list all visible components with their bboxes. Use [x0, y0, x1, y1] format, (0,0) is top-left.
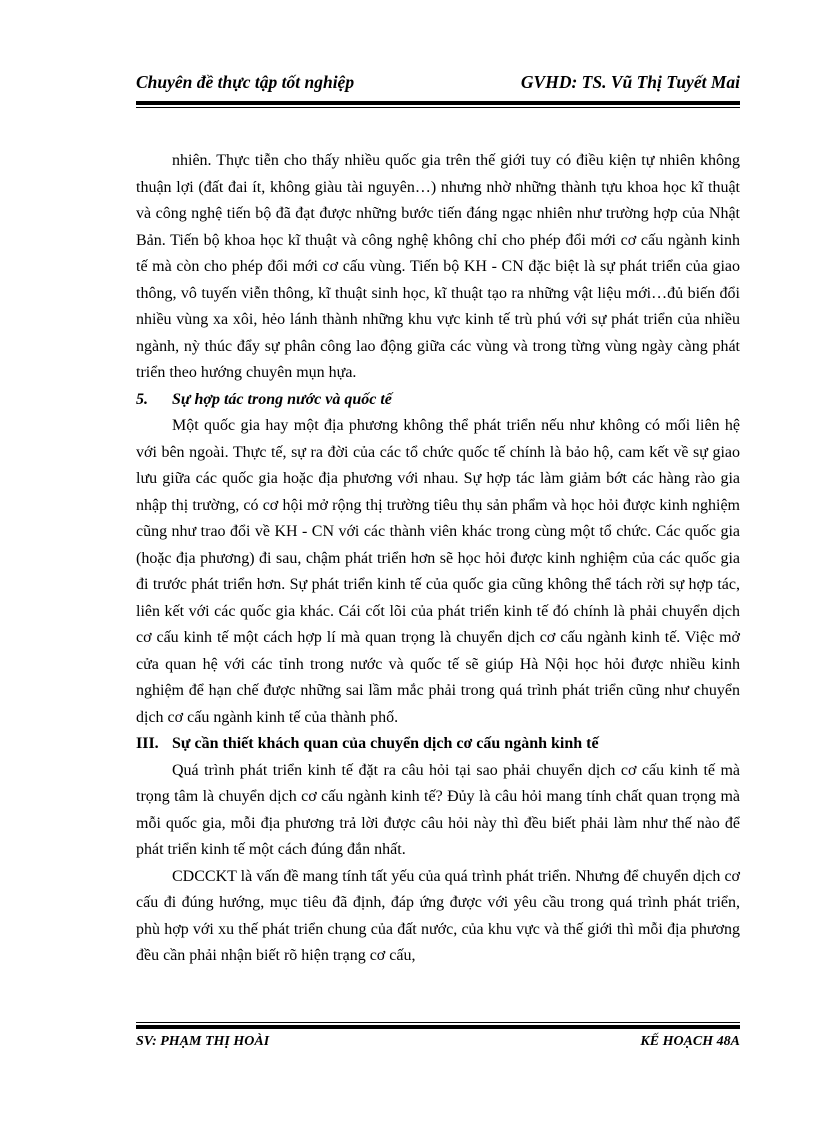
section-number: 5. [136, 390, 148, 408]
section-title: Sự hợp tác trong nước và quốc tế [172, 390, 392, 408]
paragraph-continuation: nhiên. Thực tiễn cho thấy nhiều quốc gia trên thế giới tuy có điều kiện tự nhiên không thuận lợi (đất đai ít, không giàu tài nguyên…) nhưng nhờ những thành tựu khoa học kĩ thuật và công nghệ tiến bộ đã đạt được những bước tiến đáng ngạc nhiên như trường hợp của Nhật Bản. Tiến bộ khoa học kĩ thuật và công nghệ không chỉ cho phép đổi mới cơ cấu ngành kinh tế mà còn cho phép đổi mới cơ cấu vùng. Tiến bộ KH - CN đặc biệt là sự phát triển của giao thông, vô tuyến viễn thông, kĩ thuật sinh học, kĩ thuật tạo ra những vật liệu mới…đủ biến đổi nhiều vùng xa xôi, hẻo lánh thành những khu vực kinh tế trù phú với sự phát triển của nhiều ngành, nỳ thúc đẩy sự phân công lao động giữa các vùng và trong từng vùng ngày càng phát triển theo hướng chuyên mụn hựa. [136, 152, 740, 381]
page-footer [136, 1034, 740, 1056]
footer-class: KẾ HOẠCH 48A [640, 1034, 740, 1049]
section-number: III. [136, 735, 159, 752]
section-title: Sự cần thiết khách quan của chuyển dịch cơ cấu ngành kinh tế [172, 735, 599, 752]
header-supervisor: GVHD: TS. Vũ Thị Tuyết Mai [520, 72, 740, 92]
page-header [136, 72, 740, 96]
footer-student-name: SV: PHẠM THỊ HOÀI [136, 1034, 270, 1049]
footer-rule-thick [136, 1025, 740, 1029]
page-body [136, 148, 740, 970]
header-thesis-title: Chuyên đề thực tập tốt nghiệp [136, 72, 355, 92]
paragraph-cdcckt: CDCCKT là vấn đề mang tính tất yếu của quá trình phát triển. Nhưng để chuyển dịch cơ cấu đi đúng hướng, mục tiêu đã định, đáp ứng được với yêu cầu trong quá trình phát triển, phù hợp với xu thế phát triển chung của đất nước, của khu vực và thế giới thì mỗi địa phương đều cần phải nhận biết rõ hiện trạng cơ cấu, [136, 867, 740, 964]
header-rule-thick [136, 101, 740, 105]
section-heading-III [136, 731, 740, 758]
paragraph-question: Quá trình phát triển kinh tế đặt ra câu hỏi tại sao phải chuyển dịch cơ cấu kinh tế mà trọng tâm là chuyển dịch cơ cấu ngành kinh tế? Đủy là câu hỏi mang tính chất quan trọng mà mỗi quốc gia, mỗi địa phương trả lời được câu hỏi này thì đều biết phải làm như thế nào để phát triển kinh tế một cách đúng đắn nhất. [136, 761, 740, 858]
header-rule-thin [136, 107, 740, 108]
footer-rule-thin [136, 1022, 740, 1023]
section-heading-5 [136, 387, 740, 414]
paragraph-cooperation: Một quốc gia hay một địa phương không thể phát triển nếu như không có mối liên hệ với bên ngoài. Thực tế, sự ra đời của các tổ chức quốc tế chính là bảo hộ, cam kết về sự giao lưu giữa các quốc gia hoặc địa phương với nhau. Sự hợp tác làm giảm bớt các hàng rào gia nhập thị trường, có cơ hội mở rộng thị trường tiêu thụ sản phẩm và học hỏi được kinh nghiệm cũng như trao đổi về KH - CN với các thành viên khác trong cùng một tổ chức. Các quốc gia (hoặc địa phương) đi sau, chậm phát triển hơn sẽ học hỏi được kinh nghiệm của các quốc gia đi trước phát triển hơn. Sự phát triển kinh tế của quốc gia cũng không thể tách rời sự hợp tác, liên kết với các quốc gia khác. Cái cốt lõi của phát triển kinh tế đó chính là phải chuyển dịch cơ cấu kinh tế một cách hợp lí mà quan trọng là chuyển dịch cơ cấu ngành kinh tế. Việc mở cửa quan hệ với các tỉnh trong nước và quốc tế sẽ giúp Hà Nội học hỏi được nhiều kinh nghiệm để hạn chế được những sai lầm mắc phải trong quá trình phát triển cũng như chuyển dịch cơ cấu ngành kinh tế của thành phố. [136, 417, 740, 726]
